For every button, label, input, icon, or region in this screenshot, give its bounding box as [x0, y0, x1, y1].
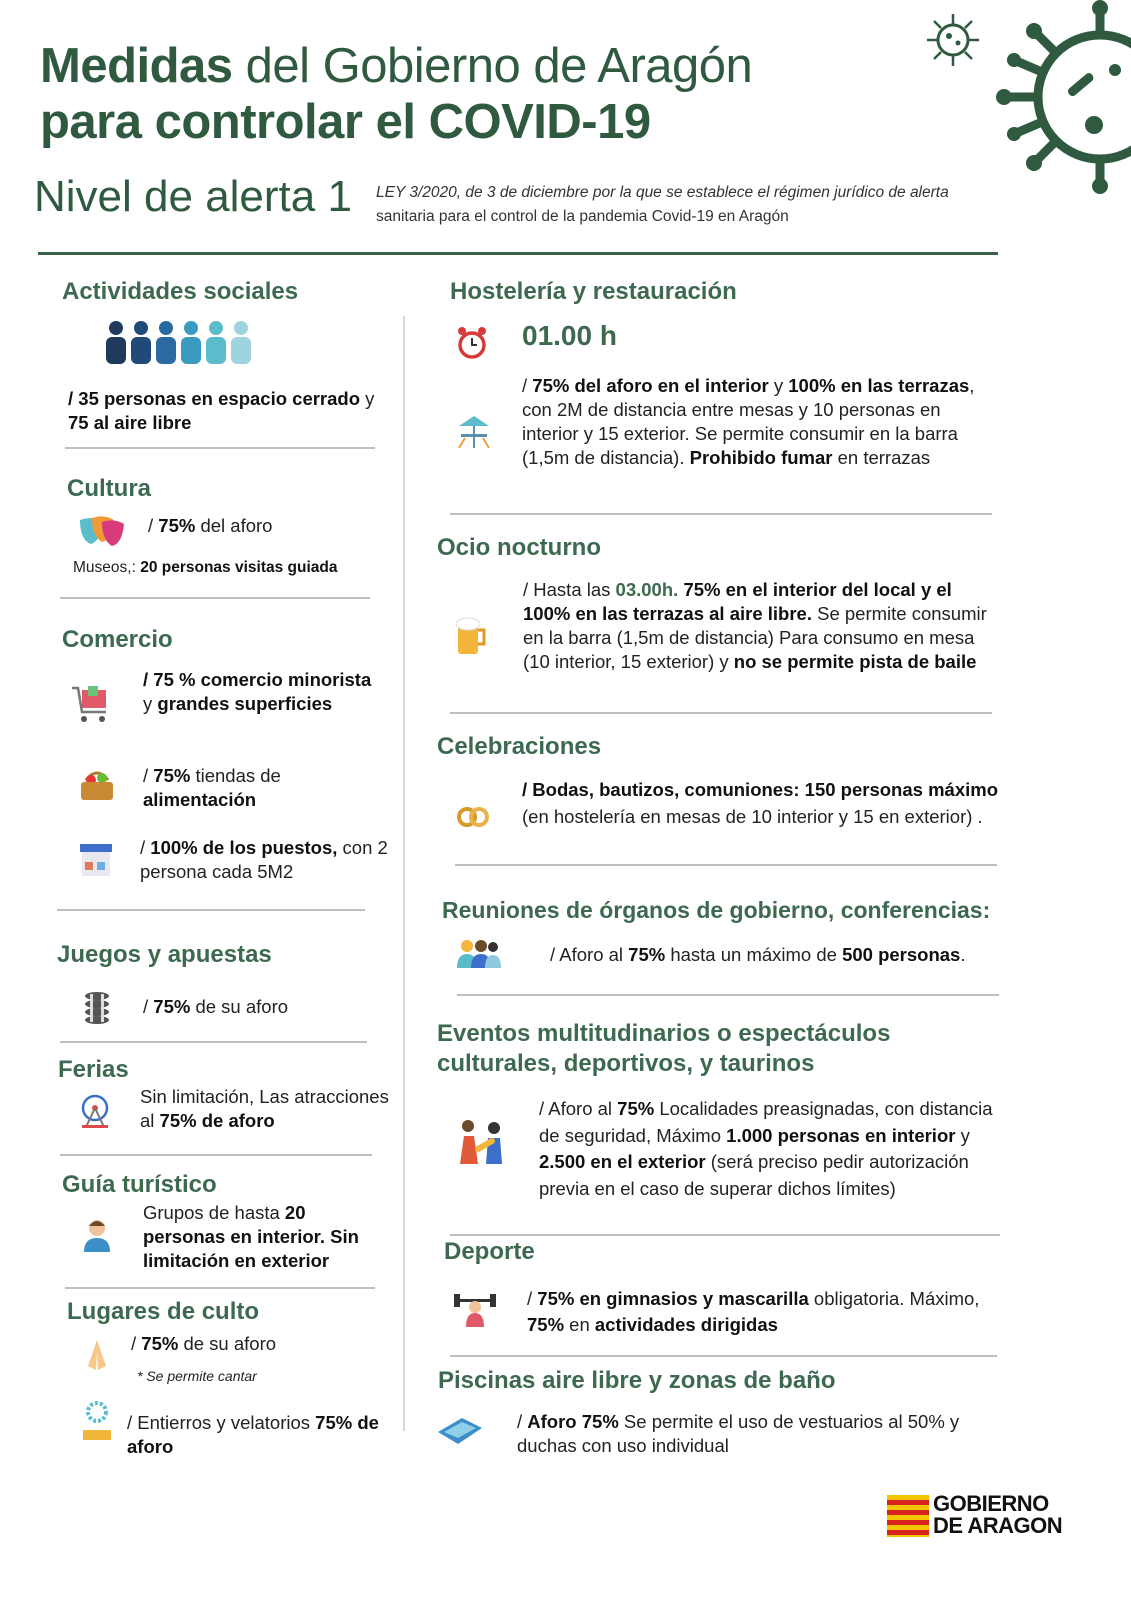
heading-guia: Guía turístico — [62, 1171, 217, 1198]
divider — [457, 994, 999, 996]
heading-hosteleria: Hostelería y restauración — [450, 278, 737, 305]
bold-text: Aforo 75% — [527, 1411, 619, 1432]
hosteleria-text — [522, 374, 982, 470]
juegos-text — [143, 995, 383, 1019]
text: (en hostelería en mesas de 10 interior y 15 en exterior) . — [522, 805, 983, 827]
law-italic: LEY 3/2020, de 3 de diciembre por la que se establece el régimen jurídico de alerta — [376, 184, 949, 201]
actividades-text — [68, 387, 388, 435]
header-divider — [38, 252, 998, 255]
person-figure-icon — [181, 321, 201, 364]
text: / — [140, 837, 151, 858]
bold-text: 75% — [153, 996, 191, 1017]
text: / — [143, 765, 154, 786]
heading-cultura: Cultura — [67, 475, 151, 502]
market-stall-icon — [78, 842, 114, 878]
bold-text: 75% de aforo — [127, 1412, 379, 1457]
museos-note — [73, 556, 393, 580]
bold-text: 75% — [153, 765, 191, 786]
text: de su aforo — [178, 1333, 277, 1354]
bold-text: 500 personas — [842, 944, 961, 965]
bold-text: 75% de aforo — [159, 1110, 275, 1131]
bold-text: 75% — [158, 515, 196, 536]
bold-text: Prohibido fumar — [689, 447, 833, 468]
text: , con 2M de distancia entre mesas y 10 personas en interior y 15 exterior. Se permite consumir en la barra (1,5m de distancia). — [522, 375, 975, 468]
celebraciones-text — [522, 777, 1002, 830]
heading-reuniones: Reuniones de órganos de gobierno, conferencias: — [442, 897, 991, 923]
virus-small-icon — [925, 12, 981, 68]
text: Se permite consumir en la barra (1,5m de distancia) Para consumo en mesa (10 interior, 15 exterior) y — [523, 603, 987, 672]
heading-deporte: Deporte — [444, 1238, 535, 1265]
bold-text: 100% de los puestos, — [150, 837, 338, 858]
shopping-cart-icon — [70, 684, 112, 726]
text: / — [517, 1411, 528, 1432]
cultura-text — [148, 514, 388, 538]
text: / Aforo al — [539, 1098, 618, 1119]
text: Sin limitación, Las atracciones al — [140, 1086, 389, 1131]
bold-text: / 35 personas en espacio cerrado — [68, 388, 361, 409]
bold-text: 75% en el interior del local y el 100% en las terrazas al aire libre. — [523, 579, 952, 624]
deporte-text — [527, 1286, 997, 1338]
swimming-pool-icon — [436, 1414, 484, 1446]
title-bold: Medidas — [40, 39, 233, 93]
ferias-text — [140, 1085, 395, 1133]
text: Se permite el uso de vestuarios al 50% y duchas con uso individual — [517, 1411, 960, 1456]
reuniones-text — [550, 943, 1010, 967]
text: de su aforo — [190, 996, 289, 1017]
text: / — [148, 515, 159, 536]
text: con 2 persona cada 5M2 — [140, 837, 388, 882]
cantar-note: * Se permite cantar — [137, 1368, 257, 1384]
bold-text: 100% en las terrazas — [788, 375, 970, 396]
people-icon — [104, 320, 264, 365]
gobierno-aragon-logo — [887, 1493, 1077, 1539]
bold-text: 150 personas máximo — [804, 779, 998, 800]
bold-text: grandes superficies — [157, 693, 333, 714]
page-title — [40, 38, 752, 150]
alert-level: Nivel de alerta 1 — [34, 172, 352, 221]
divider — [65, 1287, 375, 1289]
bold-text: 1.000 personas en interior — [726, 1124, 956, 1146]
beer-mug-icon — [454, 616, 488, 656]
bold-text: 75 al aire libre — [68, 412, 192, 433]
heading-juegos: Juegos y apuestas — [57, 941, 272, 968]
heading-actividades-sociales: Actividades sociales — [62, 278, 299, 305]
text: y — [143, 693, 158, 714]
entierros-text — [127, 1411, 387, 1459]
text: en — [564, 1314, 595, 1335]
logo-line-2: DE ARAGON — [933, 1513, 1063, 1538]
weightlifting-icon — [452, 1293, 498, 1327]
culto-text — [131, 1332, 391, 1356]
meeting-people-icon — [455, 938, 503, 968]
divider — [60, 597, 370, 599]
concert-icon — [456, 1118, 512, 1168]
text: (será preciso pedir autorización previa en el caso de superar dichos límites) — [539, 1151, 969, 1199]
bold-text: actividades dirigidas — [594, 1314, 778, 1335]
heading-eventos: Eventos multitudinarios o espectáculos culturales, deportivos, y taurinos — [437, 1020, 891, 1077]
person-figure-icon — [231, 321, 251, 364]
ocio-text — [523, 578, 993, 674]
bold-text: / 75 % comercio minorista — [143, 669, 372, 690]
bold-text: 75% — [141, 1333, 179, 1354]
coffin-wreath-icon — [80, 1400, 114, 1444]
text: Museos,: — [73, 559, 141, 576]
guia-text — [143, 1201, 383, 1273]
bold-text: / Bodas, bautizos, comuniones: — [522, 779, 800, 800]
divider — [450, 513, 992, 515]
divider — [65, 447, 375, 449]
column-divider — [403, 316, 405, 1431]
wedding-rings-icon — [455, 805, 491, 829]
text: hasta un máximo de — [665, 944, 843, 965]
piscinas-text — [517, 1410, 1007, 1458]
bold-text: 75% — [617, 1098, 655, 1119]
text: en terrazas — [832, 447, 931, 468]
heading-celebraciones: Celebraciones — [437, 733, 602, 760]
text: tiendas de — [190, 765, 281, 786]
person-figure-icon — [106, 321, 126, 364]
text: Localidades preasignadas, con distancia de seguridad, Máximo — [539, 1098, 993, 1146]
text: y — [360, 388, 375, 409]
terrace-table-icon — [455, 414, 493, 450]
comercio-minorista-text — [143, 668, 383, 716]
text: Grupos de hasta — [143, 1202, 285, 1223]
text: del aforo — [195, 515, 273, 536]
text: . — [960, 944, 966, 965]
text: obligatoria. Máximo, — [808, 1288, 980, 1309]
theater-masks-icon — [78, 514, 126, 548]
divider — [455, 864, 997, 866]
title-light: del Gobierno de Aragón — [232, 39, 753, 93]
bold-text: 20 personas en interior. Sin limitación en exterior — [143, 1202, 359, 1271]
person-figure-icon — [206, 321, 226, 364]
heading-ocio-nocturno: Ocio nocturno — [437, 534, 601, 561]
divider — [450, 1355, 997, 1357]
casino-chips-icon — [82, 990, 112, 1024]
title-line-2: para controlar el COVID-19 — [40, 95, 651, 149]
heading-comercio: Comercio — [62, 626, 173, 653]
aragon-flag-icon — [887, 1495, 929, 1537]
virus-large-icon — [990, 0, 1131, 195]
alarm-clock-icon — [456, 326, 488, 360]
praying-hands-icon — [84, 1338, 110, 1372]
bold-text: no se permite pista de baile — [733, 651, 977, 672]
puestos-text — [140, 836, 390, 884]
law-rest: sanitaria para el control de la pandemia Covid-19 en Aragón — [376, 208, 789, 225]
eventos-text — [539, 1096, 999, 1202]
heading-lugares-culto: Lugares de culto — [67, 1298, 260, 1325]
divider — [450, 712, 992, 714]
logo-line-1: GOBIERNO — [933, 1491, 1049, 1516]
person-figure-icon — [131, 321, 151, 364]
text: / — [143, 996, 154, 1017]
bold-text: 75% del aforo en el interior — [532, 375, 769, 396]
bold-text: 75% en gimnasios y mascarilla — [537, 1288, 809, 1309]
text: y — [955, 1124, 970, 1146]
food-basket-icon — [78, 766, 116, 804]
bold-text: 75% — [527, 1314, 565, 1335]
ferris-wheel-icon — [78, 1093, 112, 1129]
law-reference — [376, 181, 976, 229]
divider — [57, 909, 365, 911]
alimentacion-text — [143, 764, 383, 812]
text: / Hasta las — [523, 579, 616, 600]
closing-time: 01.00 h — [522, 320, 617, 351]
heading-ferias: Ferias — [58, 1056, 129, 1083]
text: / — [527, 1288, 538, 1309]
divider — [60, 1154, 372, 1156]
bold-text: 20 personas visitas guiada — [140, 559, 338, 576]
text: / Entierros y velatorios — [127, 1412, 316, 1433]
text: / — [522, 375, 533, 396]
heading-piscinas: Piscinas aire libre y zonas de baño — [438, 1367, 836, 1394]
text: y — [768, 375, 789, 396]
divider — [60, 1041, 367, 1043]
bold-text: 03.00h. — [615, 579, 679, 600]
bold-text: 2.500 en el exterior — [539, 1151, 706, 1172]
tour-guide-icon — [82, 1218, 112, 1252]
bold-text: 75% — [628, 944, 666, 965]
person-figure-icon — [156, 321, 176, 364]
bold-text: alimentación — [143, 789, 257, 810]
text: / Aforo al — [550, 944, 629, 965]
text: / — [131, 1333, 142, 1354]
divider — [450, 1234, 1000, 1236]
